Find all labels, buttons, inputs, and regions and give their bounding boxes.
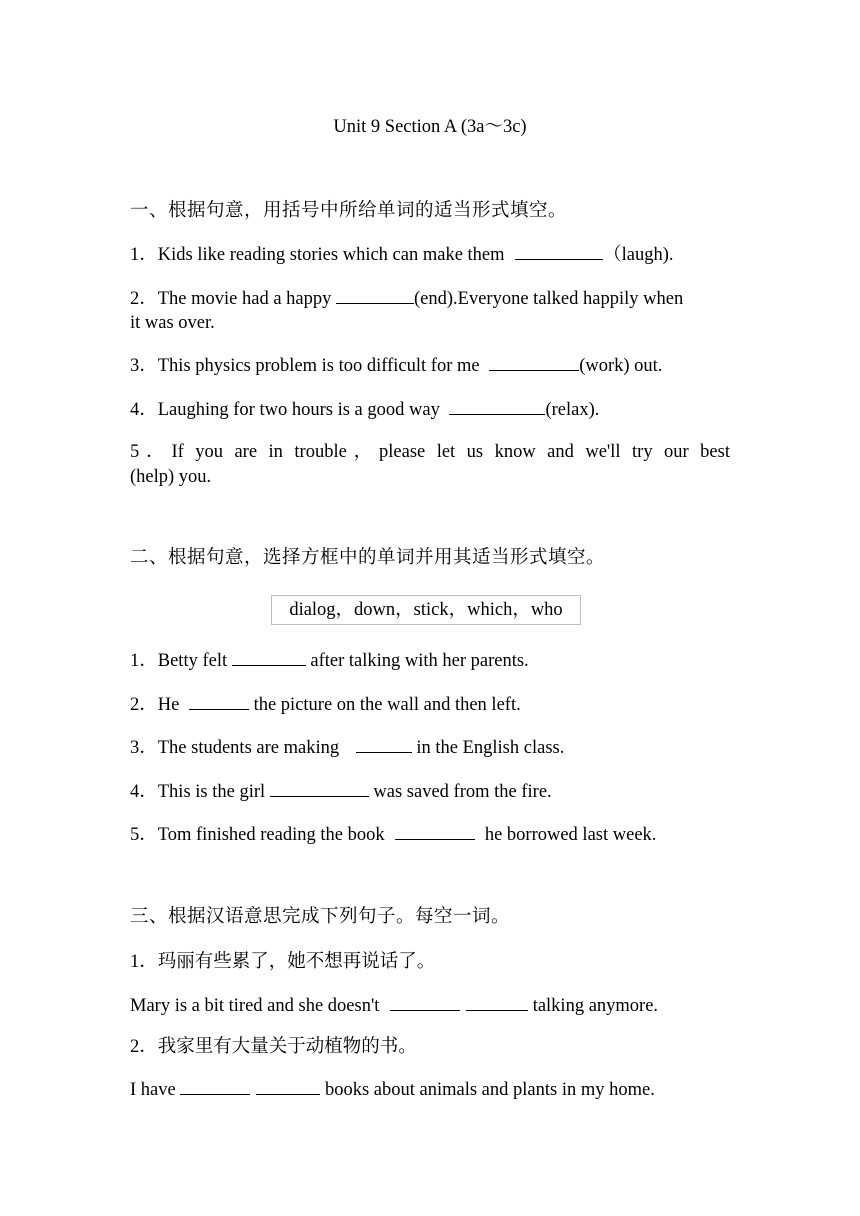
part3-question-2-chinese: 2．我家里有大量关于动植物的书。 (130, 1037, 417, 1057)
word-box: dialog，down，stick，which，who (271, 595, 581, 625)
question-text: 5．Tom finished reading the book (130, 825, 390, 845)
answer-blank[interactable] (466, 993, 528, 1011)
question-text: after talking with her parents. (305, 651, 529, 671)
part3-question-1 (130, 993, 658, 1018)
question-text: 1．Betty felt (130, 651, 232, 671)
part2-question-5 (130, 822, 656, 847)
part2-question-2 (130, 692, 521, 717)
question-text: 4．Laughing for two hours is a good way (130, 400, 445, 420)
answer-blank[interactable] (189, 692, 249, 710)
question-text: 2．He (130, 695, 184, 715)
part2-question-3 (130, 735, 564, 760)
question-text: talking anymore. (528, 996, 659, 1016)
part1-question-3 (130, 353, 662, 378)
answer-blank[interactable] (489, 353, 579, 371)
part1-question-2 (130, 286, 683, 311)
answer-blank[interactable] (180, 1077, 250, 1095)
part1-question-5-continued: (help) you. (130, 467, 212, 487)
part1-question-5: 5．If you are in trouble，please let us know and we'll try our best (130, 442, 730, 462)
answer-blank[interactable] (232, 648, 306, 666)
part2-question-1 (130, 648, 529, 673)
question-text: (work) out. (579, 356, 663, 376)
part1-question-2-continued: it was over. (130, 313, 215, 333)
question-text: （laugh). (603, 245, 674, 265)
page-title: Unit 9 Section A (3a～3c) (333, 117, 527, 137)
question-text: the picture on the wall and then left. (248, 695, 521, 715)
question-text: Mary is a bit tired and she doesn't (130, 996, 385, 1016)
question-text: in the English class. (411, 738, 565, 758)
part1-question-1 (130, 242, 674, 267)
answer-blank[interactable] (256, 1077, 320, 1095)
part3-question-1-chinese: 1．玛丽有些累了，她不想再说话了。 (130, 952, 436, 972)
question-text: (end).Everyone talked happily when (414, 289, 684, 309)
answer-blank[interactable] (449, 397, 545, 415)
answer-blank[interactable] (395, 822, 475, 840)
question-text: (relax). (545, 400, 600, 420)
part2-heading: 二、根据句意，选择方框中的单词并用其适当形式填空。 (130, 548, 606, 568)
part1-question-4 (130, 397, 599, 422)
answer-blank[interactable] (390, 993, 460, 1011)
part1-heading: 一、根据句意，用括号中所给单词的适当形式填空。 (130, 201, 568, 221)
answer-blank[interactable] (356, 735, 412, 753)
question-text: he borrowed last week. (480, 825, 657, 845)
part3-question-2 (130, 1077, 655, 1102)
question-text: books about animals and plants in my home. (320, 1080, 655, 1100)
part2-question-4 (130, 779, 552, 804)
part3-heading: 三、根据汉语意思完成下列句子。每空一词。 (130, 907, 511, 927)
answer-blank[interactable] (515, 242, 603, 260)
question-text: 2．The movie had a happy (130, 289, 337, 309)
question-text: 1．Kids like reading stories which can make them (130, 245, 510, 265)
answer-blank[interactable] (270, 779, 369, 797)
question-text: 3．The students are making (130, 738, 344, 758)
question-text: was saved from the fire. (368, 782, 552, 802)
question-text: 4．This is the girl (130, 782, 270, 802)
question-text: I have (130, 1080, 181, 1100)
question-text: 3．This physics problem is too difficult for me (130, 356, 485, 376)
answer-blank[interactable] (336, 286, 414, 304)
